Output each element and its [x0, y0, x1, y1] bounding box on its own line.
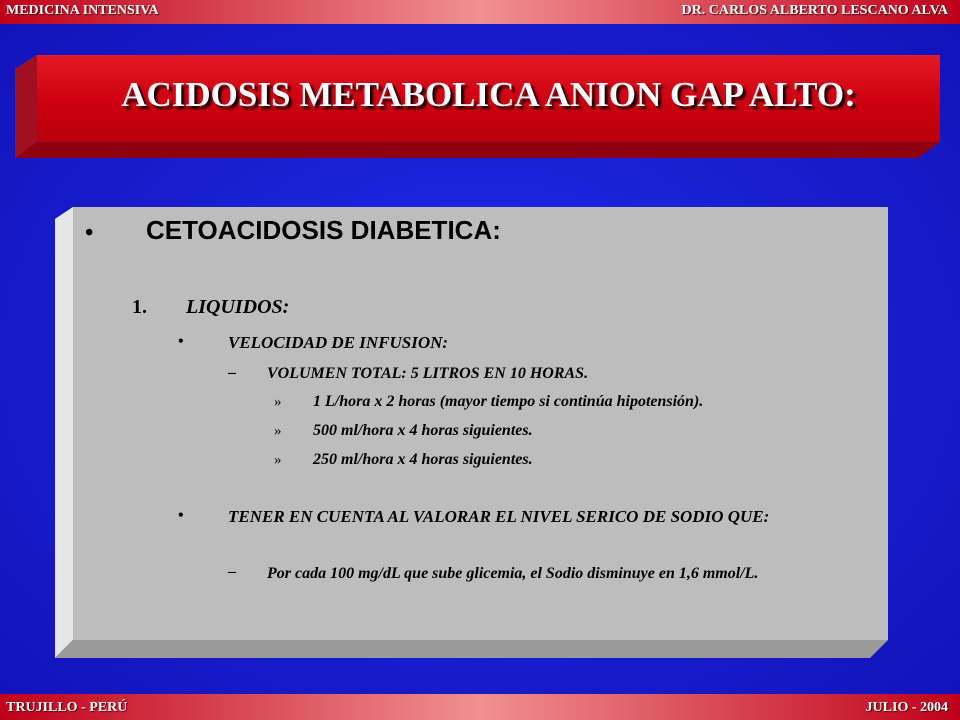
subitem-marker: – — [228, 364, 236, 381]
slide-title: ACIDOSIS METABOLICA ANION GAP ALTO: — [121, 75, 856, 114]
subsub-text: 1 L/hora x 2 horas (mayor tiempo si continúa hipotensión). — [313, 393, 704, 410]
header-right-text: DR. CARLOS ALBERTO LESCANO ALVA — [681, 3, 948, 18]
section-title: LIQUIDOS: — [186, 296, 290, 318]
header-band — [0, 0, 960, 24]
item-text: TENER EN CUENTA AL VALORAR EL NIVEL SERICO DE SODIO QUE: — [228, 507, 770, 526]
footer-band — [0, 694, 960, 720]
subitem-text: VOLUMEN TOTAL: 5 LITROS EN 10 HORAS. — [267, 365, 589, 382]
section-number: 1. — [132, 296, 147, 318]
subsub-marker: » — [274, 452, 282, 468]
footer-right-text: JULIO - 2004 — [865, 700, 948, 715]
item-text: VELOCIDAD DE INFUSION: — [228, 333, 449, 352]
title-box — [15, 55, 940, 158]
footer-left-text: TRUJILLO - PERÚ — [6, 700, 128, 715]
heading-bullet: • — [85, 220, 94, 246]
content-heading: CETOACIDOSIS DIABETICA: — [146, 215, 501, 245]
item-bullet: • — [178, 507, 184, 524]
subsub-marker: » — [274, 394, 282, 410]
item-bullet: • — [178, 333, 184, 350]
header-left-text: MEDICINA INTENSIVA — [6, 3, 159, 18]
subitem-text: Por cada 100 mg/dL que sube glicemia, el Sodio disminuye en 1,6 mmol/L. — [267, 565, 759, 582]
subitem-marker: – — [228, 563, 236, 580]
subsub-text: 250 ml/hora x 4 horas siguientes. — [313, 451, 533, 468]
subsub-marker: » — [274, 423, 282, 439]
subsub-text: 500 ml/hora x 4 horas siguientes. — [313, 422, 533, 439]
